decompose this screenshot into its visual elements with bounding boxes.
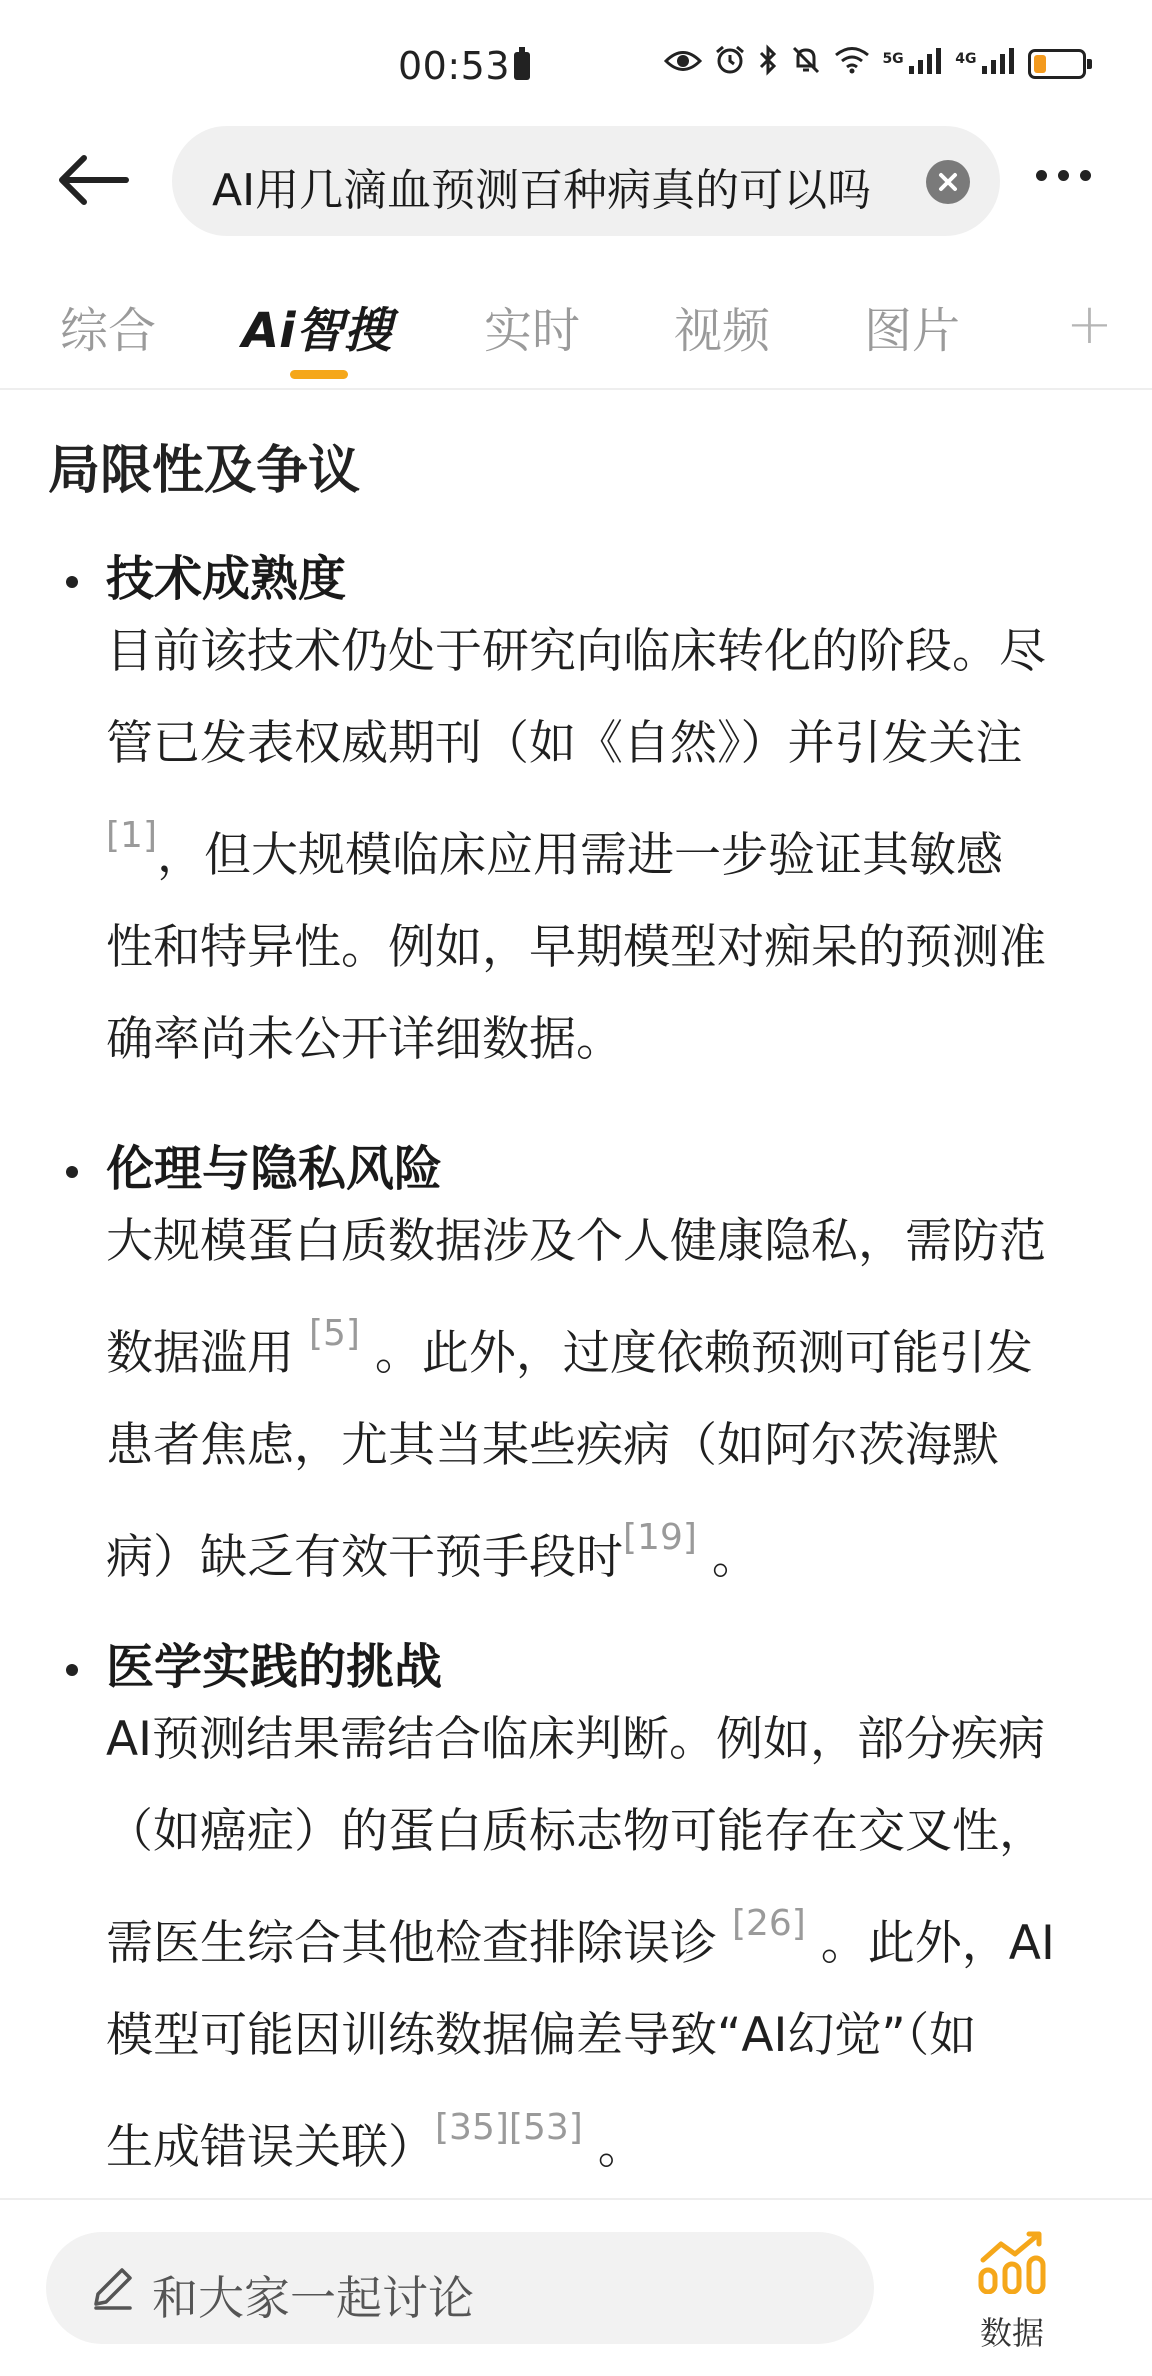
- tab-bar: [0, 270, 1152, 390]
- text-segment: 生成错误关联）: [106, 2120, 435, 2175]
- chart-icon: [977, 2230, 1047, 2294]
- text-segment: AI预测结果需结合临床判断。例如，部分疾病: [106, 1712, 1046, 1767]
- text-segment: 性和特异性。例如，早期模型对痴呆的预测准: [106, 920, 1046, 975]
- alarm-icon: [714, 44, 746, 84]
- citation-link[interactable]: [5]: [308, 1313, 360, 1354]
- text-line: [106, 1196, 1106, 1288]
- text-segment: 病）缺乏有效干预手段时: [106, 1530, 623, 1585]
- text-line: [106, 790, 1106, 902]
- mute-icon: [790, 44, 822, 84]
- clear-search-button[interactable]: [926, 160, 970, 204]
- search-box[interactable]: [172, 126, 1000, 236]
- text-segment: 需医生综合其他检查排除误诊: [106, 1916, 732, 1971]
- text-segment: 目前该技术仍处于研究向临床转化的阶段。尽: [106, 624, 1046, 679]
- signal-5g-icon: 5G: [882, 46, 943, 82]
- text-segment: 。此外，AI: [805, 1916, 1055, 1971]
- bullet-body: [106, 606, 1106, 1086]
- bullet-title: 医学实践的挑战: [106, 1639, 443, 1695]
- dot-icon: [1080, 170, 1091, 181]
- text-line: [106, 1288, 1106, 1400]
- text-line: [106, 1990, 1106, 2082]
- dot-icon: [1036, 170, 1047, 181]
- dot-icon: [1058, 170, 1069, 181]
- text-line: [106, 1400, 1106, 1492]
- tab-video[interactable]: 视频: [674, 303, 771, 359]
- text-segment: 管已发表权威期刊（如《自然》）并引发关注: [106, 716, 1023, 771]
- pencil-icon: [86, 2262, 138, 2314]
- back-button[interactable]: [54, 150, 134, 210]
- signal-4g-icon: 4G: [955, 46, 1016, 82]
- answer-content: [0, 390, 1152, 2198]
- text-segment: 模型可能因训练数据偏差导致“AI幻觉”（如: [106, 2008, 977, 2063]
- text-line: [106, 1786, 1106, 1878]
- text-segment: 大规模蛋白质数据涉及个人健康隐私，需防范: [106, 1214, 1046, 1269]
- battery-icon: [1028, 49, 1086, 79]
- battery-level: [1034, 55, 1046, 73]
- text-line: [106, 994, 1106, 1086]
- data-label: 数据: [979, 2314, 1044, 2352]
- text-line: [106, 1878, 1106, 1990]
- eye-icon: [664, 47, 702, 82]
- text-segment: 。: [582, 2120, 645, 2175]
- text-segment: 。: [696, 1530, 759, 1585]
- text-segment: 数据滥用: [106, 1326, 309, 1381]
- text-line: [106, 2082, 1106, 2194]
- citation-link[interactable]: [26]: [731, 1903, 806, 1944]
- data-button[interactable]: [960, 2230, 1064, 2360]
- text-line: [106, 698, 1106, 790]
- tab-images[interactable]: 图片: [864, 303, 961, 359]
- bullet-dot-icon: [66, 1166, 78, 1178]
- bullet-title: 伦理与隐私风险: [106, 1141, 443, 1197]
- citation-link[interactable]: [53]: [508, 2107, 583, 2148]
- text-segment: ，但大规模临床应用需进一步验证其敏感: [157, 828, 1003, 883]
- text-line: [106, 1694, 1106, 1786]
- close-icon: [926, 160, 970, 204]
- bottom-bar: [0, 2198, 1152, 2376]
- text-segment: 患者焦虑，尤其当某些疾病（如阿尔茨海默: [106, 1418, 999, 1473]
- bullet-body: [106, 1694, 1106, 2194]
- text-segment: 。此外，过度依赖预测可能引发: [359, 1326, 1033, 1381]
- bullet-body: [106, 1196, 1106, 1604]
- bullet-title: 技术成熟度: [106, 551, 347, 607]
- citation-link[interactable]: [35]: [435, 2107, 509, 2148]
- text-line: [106, 902, 1106, 994]
- bluetooth-icon: [758, 44, 778, 84]
- status-time: 00:53: [398, 44, 511, 88]
- tab-comprehensive[interactable]: 综合: [60, 303, 157, 359]
- bullet-dot-icon: [66, 576, 78, 588]
- search-query[interactable]: AI用几滴血预测百种病真的可以吗: [212, 165, 872, 216]
- battery-saver-icon: [514, 52, 530, 80]
- citation-link[interactable]: [19]: [623, 1517, 697, 1558]
- tab-ai-search[interactable]: Ai智搜: [242, 303, 392, 359]
- search-header: [0, 120, 1152, 240]
- text-segment: （如癌症）的蛋白质标志物可能存在交叉性，: [106, 1804, 1046, 1859]
- wifi-icon: [834, 46, 870, 82]
- discussion-input[interactable]: [46, 2232, 874, 2344]
- status-bar: [0, 0, 1152, 120]
- text-line: [106, 1492, 1106, 1604]
- tab-realtime[interactable]: 实时: [484, 303, 581, 359]
- add-tab-button[interactable]: +: [1066, 292, 1113, 357]
- more-options-button[interactable]: [1036, 170, 1091, 181]
- bullet-dot-icon: [66, 1664, 78, 1676]
- status-icons: [664, 44, 1086, 84]
- section-title: 局限性及争议: [48, 441, 361, 501]
- citation-link[interactable]: [1]: [106, 815, 157, 856]
- discussion-placeholder: 和大家一起讨论: [152, 2271, 474, 2325]
- arrow-left-icon: [54, 150, 134, 210]
- active-tab-indicator: [290, 370, 348, 379]
- text-segment: 确率尚未公开详细数据。: [106, 1012, 623, 1067]
- text-line: [106, 606, 1106, 698]
